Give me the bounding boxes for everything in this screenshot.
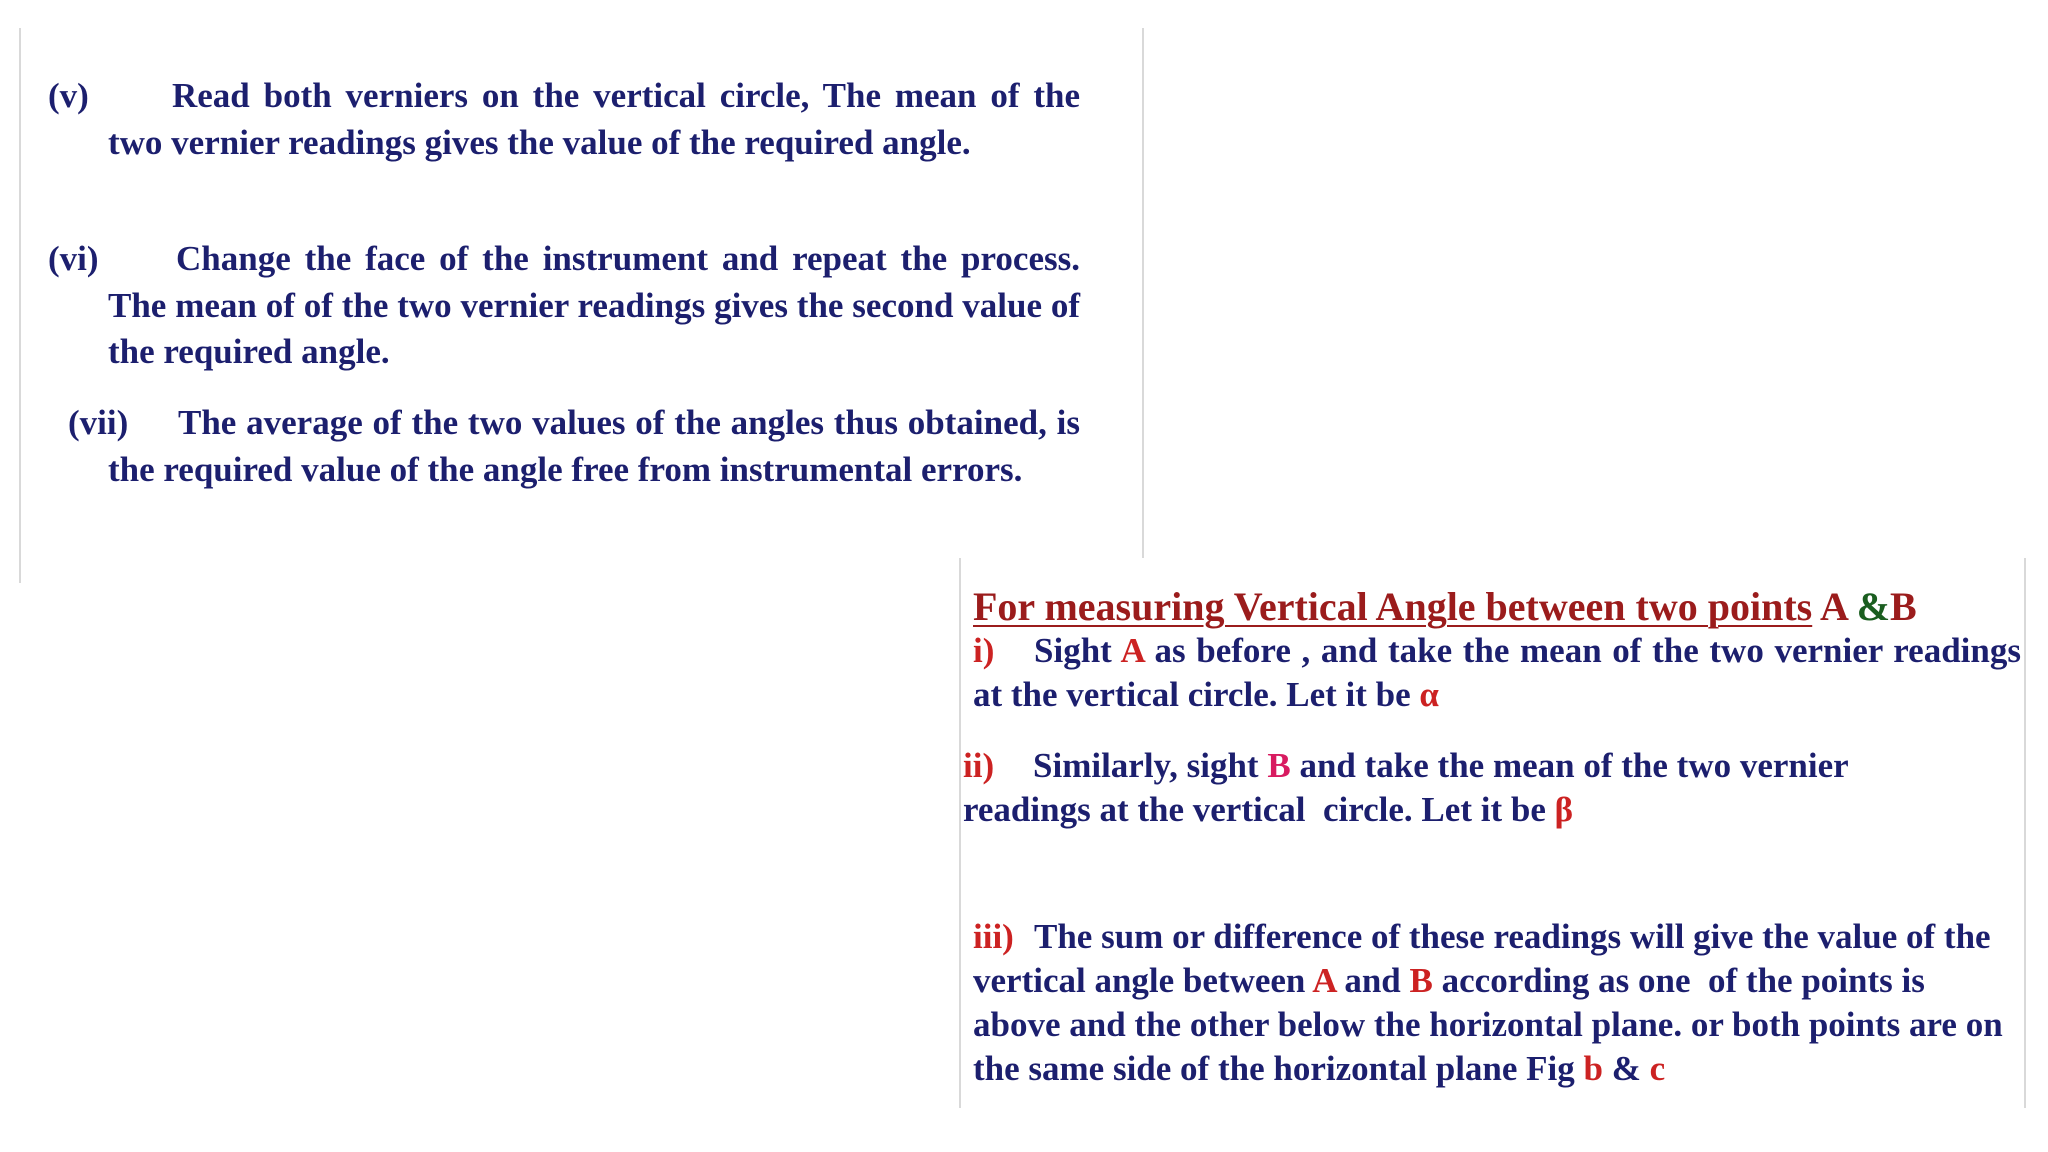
item-text: Similarly, sight [1033,746,1259,785]
item-text: according as one of the points is above and the other below the horizontal plane. or both points are on the same side of the horizontal plane Fig [973,961,2012,1088]
list-item-vi [48,236,1080,376]
line [963,788,2013,832]
title-point-a: A [1820,584,1847,629]
alpha-symbol: α [1419,675,1439,714]
item-marker: (vi) [48,239,99,278]
item-marker: ii) [963,746,995,785]
section-title [973,582,1917,632]
title-heading: For measuring Vertical Angle between two points [973,584,1813,629]
item-text: as before , and take the mean of the two vernier readings at the vertical circle. Let it be [973,631,2021,714]
item-marker: iii) [973,917,1014,956]
left-panel-left-border [19,28,21,583]
line [963,744,2013,788]
item-marker: i) [973,631,995,670]
ampersand: & [1611,1049,1641,1088]
list-item-ii [963,744,2013,832]
list-item-iii [973,915,2012,1091]
title-ampersand: & [1856,584,1891,629]
item-text: and take the mean of the two vernier [1299,746,1849,785]
list-item-i [973,629,2021,717]
beta-symbol: β [1554,790,1574,829]
item-text: The average of the two values of the angles thus obtained, is the required value of the angle free from instrumental errors. [108,403,1080,489]
right-panel-left-border [959,558,961,1108]
item-text: Change the face of the instrument and repeat the process. The mean of of the two vernier readings gives the second value of the required angle. [108,239,1080,371]
list-item-vii [68,400,1080,493]
fig-c: c [1649,1049,1666,1088]
left-panel-right-border [1142,28,1144,558]
item-text: Sight [1034,631,1112,670]
list-item-v [48,73,1080,166]
fig-b: b [1583,1049,1603,1088]
point-a: A [1312,961,1336,1000]
item-text: Read both verniers on the vertical circle, The mean of the two vernier readings gives the value of the required angle. [108,76,1080,162]
item-marker: (vii) [68,403,129,442]
right-panel-right-border [2024,558,2026,1108]
item-text: readings at the vertical circle. Let it be [963,790,1546,829]
item-text: and [1344,961,1401,1000]
point-b: B [1267,746,1291,785]
title-point-b: B [1890,584,1917,629]
item-marker: (v) [48,76,89,115]
item-text: The sum or difference of these readings will give the value of the vertical angle between [973,917,1991,1000]
point-a: A [1120,631,1144,670]
point-b: B [1409,961,1433,1000]
